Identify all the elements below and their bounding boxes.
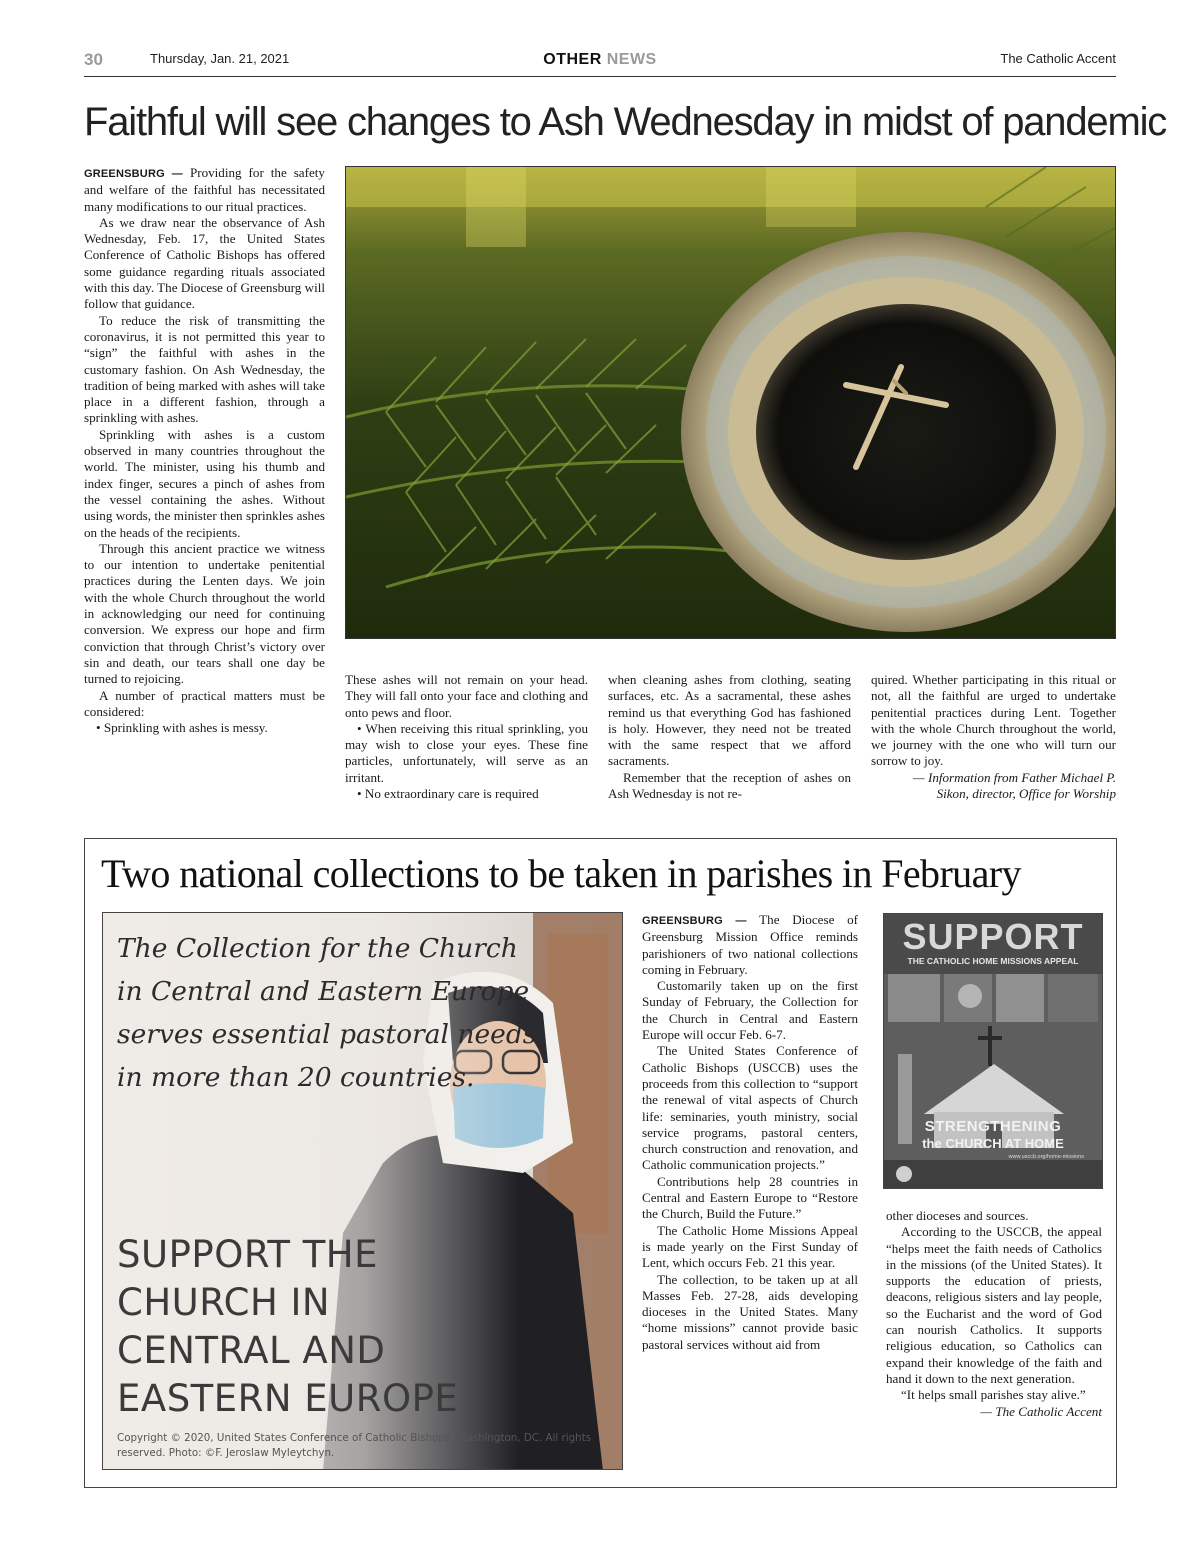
home-ad-subtitle: THE CATHOLIC HOME MISSIONS APPEAL [907,956,1079,966]
home-ad-tagline-2: the CHURCH AT HOME [922,1136,1064,1151]
ash-bowl-with-palm-cross-icon [346,167,1116,639]
article1-paragraph: As we draw near the observance of Ash Wednesday, Feb. 17, the United States Conference of Catholic Bishops has offered some guidance regarding rituals associated with this day. The Diocese of Greensburg will follow that guidance. [84,214,325,312]
article2-paragraph: The United States Conference of Catholic Bishops (USCCB) uses the proceeds from this collection to “support the renewal of vital aspects of Church life: seminaries, youth ministry, social service programs, pastoral centers, church construction and renovation, and Catholic communication projects.” [642,1043,858,1173]
article2-paragraph: other dioceses and sources. [886,1208,1029,1223]
article2-paragraph: “It helps small parishes stay alive.” [901,1387,1086,1403]
cee-ad-quote: The Collection for the Church in Central and Eastern Europe serves essential pastoral needs in more than 20 countries. [117,933,537,1093]
cee-ad-call-to-action: SUPPORT THE CHURCH IN CENTRAL AND EASTERN EUROPE [117,1233,459,1420]
article1-credit-line-1: — Information from Father Michael P. [913,769,1116,785]
article1-credit-line-2: Sikon, director, Office for Worship [936,786,1116,802]
article2-column-1 [642,912,858,1353]
central-eastern-europe-ad [102,912,623,1470]
section-label-news: NEWS [606,51,657,68]
page-number: 30 [84,50,103,69]
article1-paragraph: To reduce the risk of transmitting the coronavirus, it is not permitted this year to “sign” the faithful with ashes in the customary fashion. On Ash Wednesday, the tradition of being marked with ashes will take place in a different fashion, through a sprinkling with ashes. [84,312,325,426]
ash-bowl-photo [345,166,1116,639]
article1-paragraph: Sprinkling with ashes is a custom observed in many countries throughout the world. The minister, using his thumb and index finger, secures a pinch of ashes from the vessel containing the ashes. Without using words, the minister then sprinkles ashes on the heads of the recipients. [84,426,325,540]
article2-paragraph: Customarily taken up on the first Sunday of February, the Collection for the Church in Central and Eastern Europe will occur Feb. 6-7. [642,978,858,1043]
home-ad-url: www.usccb.org/home-missions [1008,1154,1084,1160]
publication-name: The Catholic Accent [1000,51,1116,66]
article1-paragraph: Through this ancient practice we witness to our intention to undertake penitential practices during the Lenten days. We join with the whole Church throughout the world in acknowledging our need for continuing conversion. We express our hope and firm conviction that through Christ’s victory over sin and death, our tears shall one day be turned to rejoicing. [84,540,325,687]
article2-headline: Two national collections to be taken in parishes in February [101,851,1021,896]
article2-paragraph: The Catholic Home Missions Appeal is made yearly on the First Sunday of Lent, which occurs Feb. 21 this year. [642,1222,858,1271]
article2-paragraph: GREENSBURG — The Diocese of Greensburg Mission Office reminds parishioners of two national collections coming in February. [642,912,858,977]
article1-column-4 [871,672,1116,802]
article2-credit: — The Catholic Accent [980,1403,1102,1419]
article1-column-1 [84,165,325,736]
article1-dateline: GREENSBURG — [84,168,183,180]
section-label-other: OTHER [543,51,602,68]
article1-bullet: • No extraordinary care is required [357,786,539,802]
article1-headline: Faithful will see changes to Ash Wednesday in midst of pandemic [84,100,1167,144]
home-ad-tagline-1: STRENGTHENING [924,1118,1062,1135]
header-divider [84,76,1116,77]
article1-column-3 [608,672,851,802]
article2-column-2 [886,1208,1102,1420]
home-ad-title: SUPPORT [902,916,1084,957]
home-missions-ad [883,913,1103,1189]
article1-paragraph: Remember that the reception of ashes on Ash Wednesday is not re- [608,769,851,802]
article1-paragraph: quired. Whether participating in this ritual or not, all the faithful are urged to undertake penitential practices during Lent. Together with the whole Church throughout the world, we journey with the one who will turn our sorrow to joy. [871,672,1116,769]
article1-paragraph: GREENSBURG — Providing for the safety and welfare of the faithful has necessitated many modifications to our ritual practices. [84,165,325,214]
article2-paragraph: The collection, to be taken up at all Masses Feb. 27-28, aids developing dioceses in the United States. Many “home missions” cannot provide basic pastoral services without aid from [642,1271,858,1352]
article2-paragraph: According to the USCCB, the appeal “helps meet the faith needs of Catholics in the missions (of the United States). It supports the education of priests, deacons, religious sisters and lay people, so the Eucharist and the word of God can nourish Catholics. It supports religious education, so Catholics can expand their knowledge of the faith and hand it down to the next generation. [886,1224,1102,1386]
article1-paragraph: These ashes will not remain on your head. They will fall onto your face and clothing and onto pews and floor. [345,672,588,720]
article1-column-2 [345,672,588,802]
article1-paragraph: A number of practical matters must be considered: [84,687,325,719]
article1-bullet: • When receiving this ritual sprinkling, you may wish to close your eyes. These fine particles, unfortunately, will serve as an irritant. [345,720,588,785]
article1-bullet: • Sprinkling with ashes is messy. [96,720,268,736]
article2-paragraph: Contributions help 28 countries in Central and Eastern Europe to “Restore the Church, Build the Future.” [642,1173,858,1222]
publication-date: Thursday, Jan. 21, 2021 [150,51,290,66]
cee-ad-copyright: Copyright © 2020, United States Conference of Catholic Bishops, Washington, DC. All rights reserved. Photo: ©F. Jeroslaw Myleytchyn. [117,1432,592,1459]
article2-dateline: GREENSBURG — [642,915,747,927]
article1-paragraph: when cleaning ashes from clothing, seating surfaces, etc. As a sacramental, these ashes remind us that everything God has fashioned is holy. However, they need not be treated with the same respect that we afford sacraments. [608,672,851,769]
